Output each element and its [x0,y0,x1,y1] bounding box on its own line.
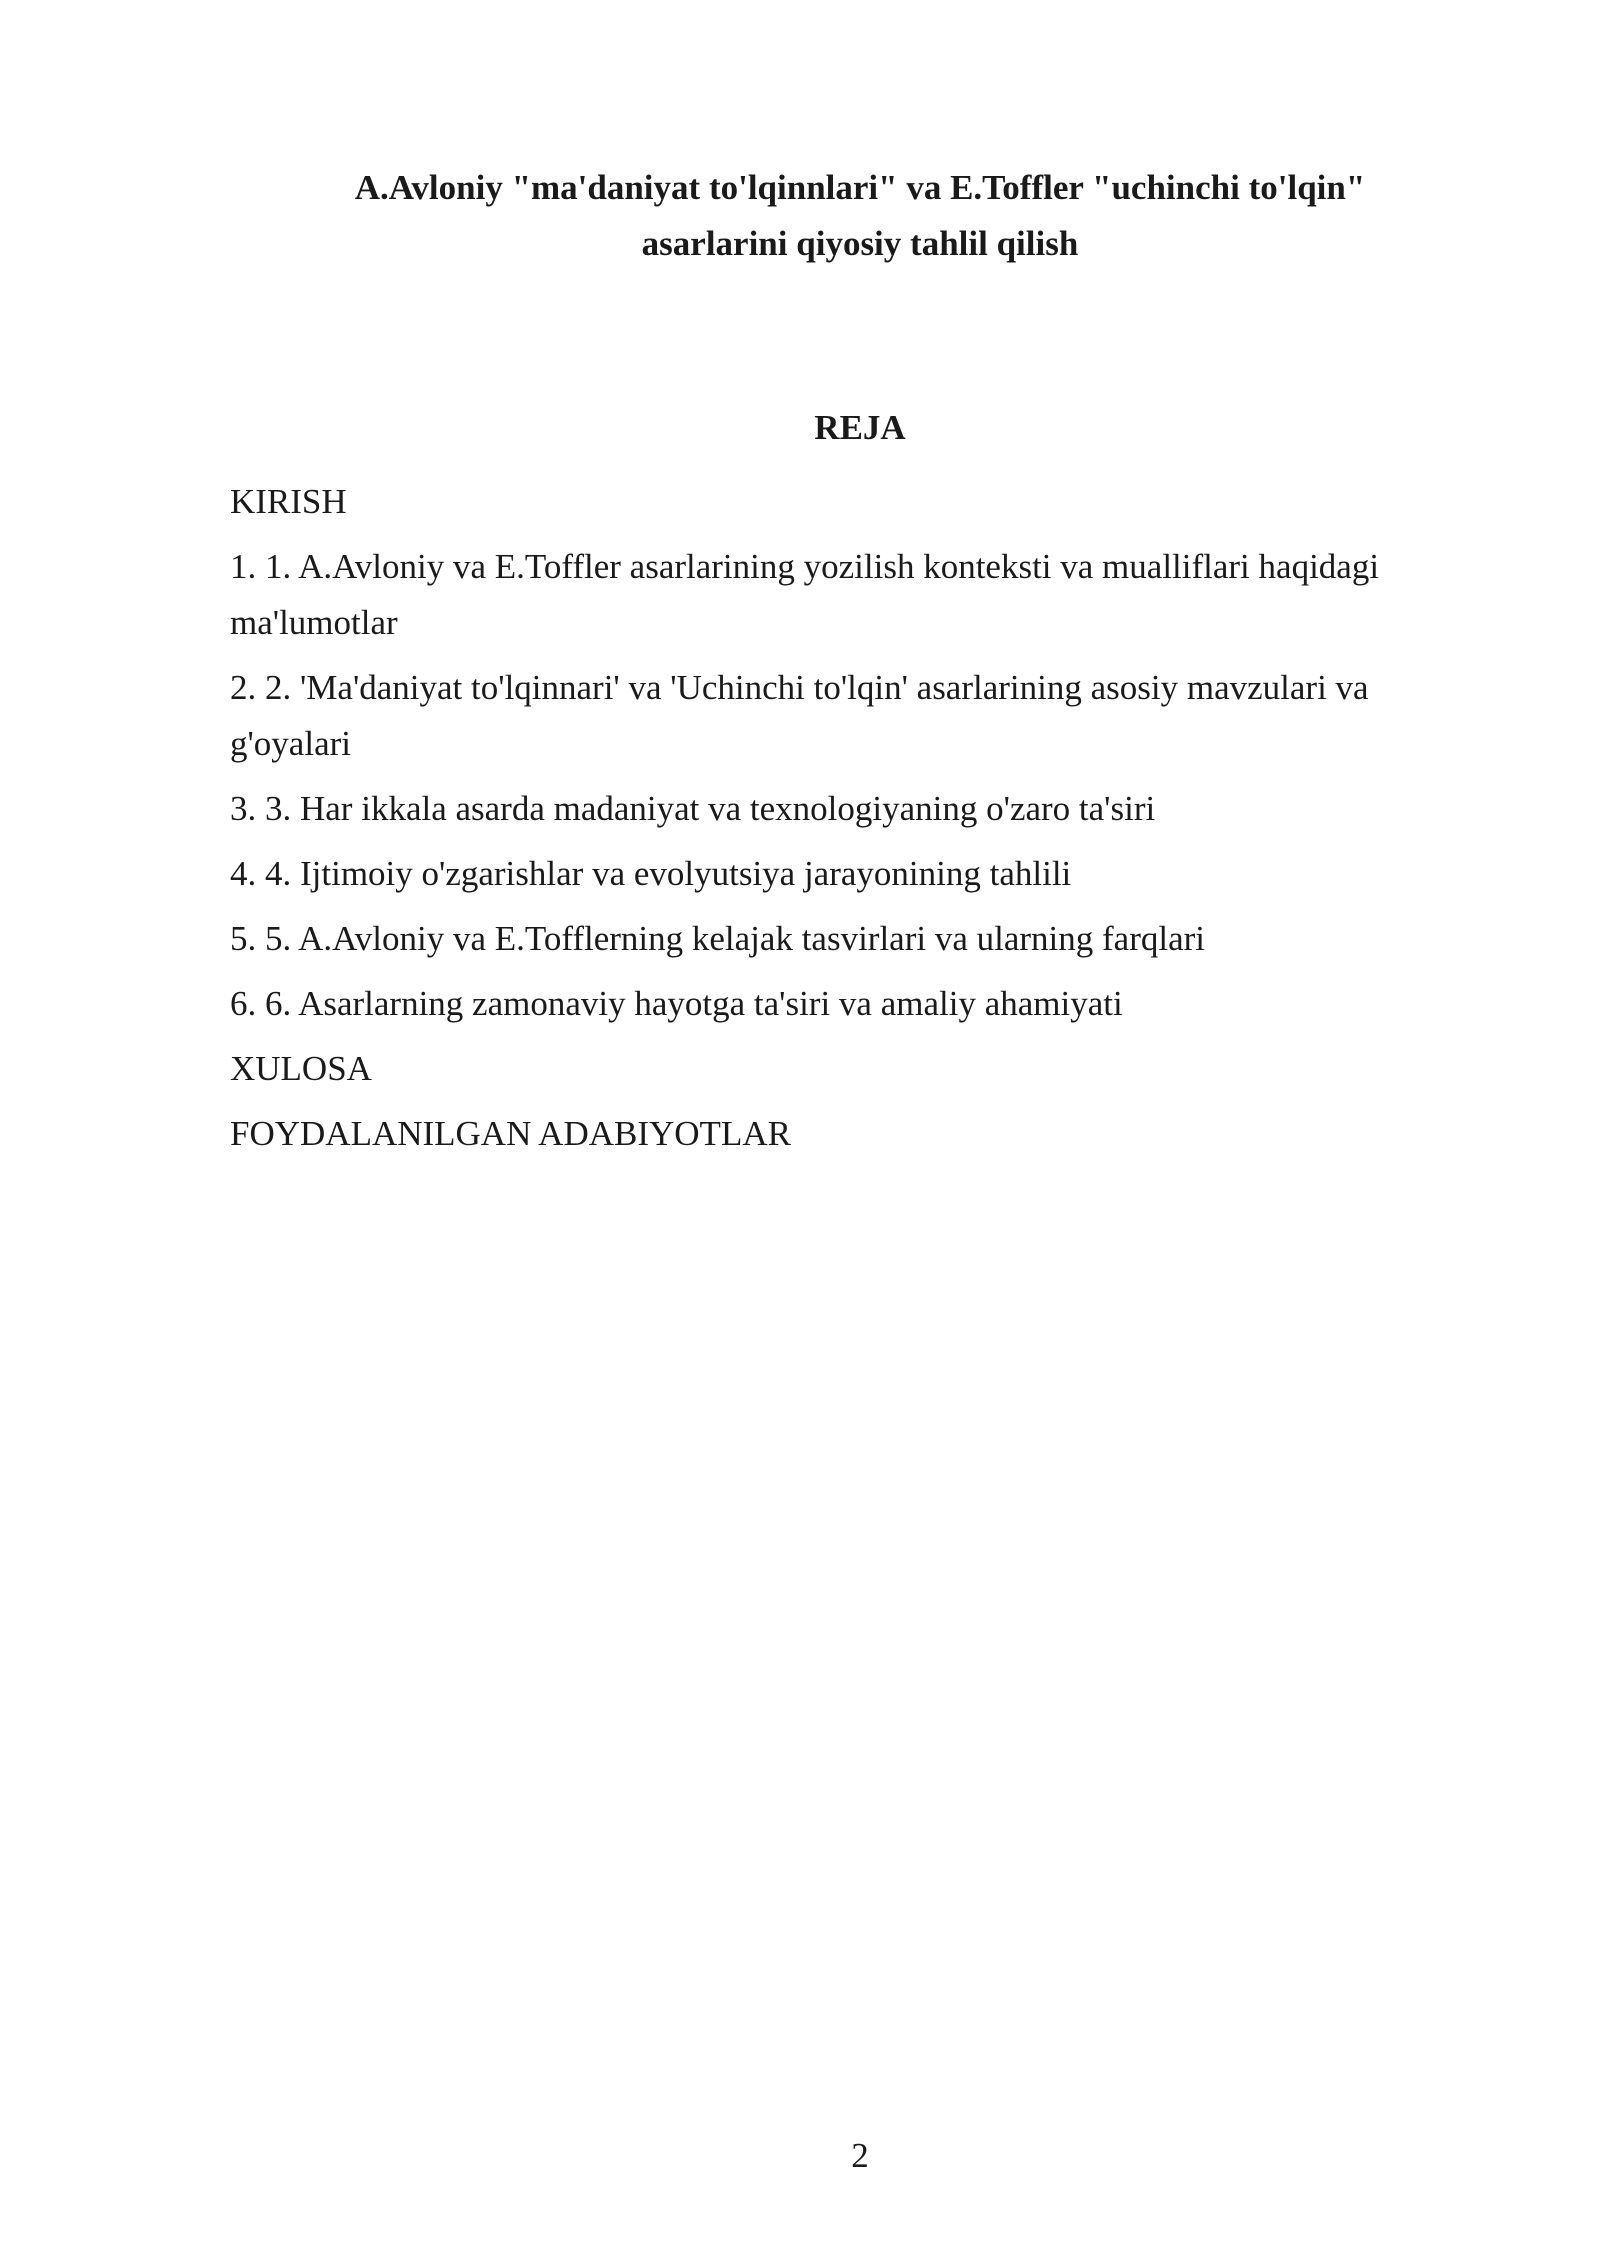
toc-item-conclusion: XULOSA [230,1049,372,1088]
table-of-contents [230,474,1490,1171]
page-number: 2 [851,2136,869,2175]
toc-item-2: 2. 2. 'Ma'daniyat to'lqinnari' va 'Uchinchi to'lqin' asarlarining asosiy mavzulari va g'oyalari [230,668,1369,763]
toc-item-1: 1. 1. A.Avloniy va E.Toffler asarlarining yozilish konteksti va mualliflari haqidagi ma'lumotlar [230,547,1380,642]
document-title [230,160,1490,272]
toc-item-references: FOYDALANILGAN ADABIYOTLAR [230,1114,791,1153]
toc-item-6: 6. 6. Asarlarning zamonaviy hayotga ta'siri va amaliy ahamiyati [230,984,1123,1023]
title-line-1: A.Avloniy "ma'daniyat to'lqinnlari" va E.Toffler "uchinchi to'lqin" [354,168,1366,207]
toc-item-5: 5. 5. A.Avloniy va E.Tofflerning kelajak tasvirlari va ularning farqlari [230,919,1205,958]
title-line-2: asarlarini qiyosiy tahlil qilish [641,224,1079,263]
toc-item-intro: KIRISH [230,482,347,521]
toc-item-4: 4. 4. Ijtimoiy o'zgarishlar va evolyutsiya jarayonining tahlili [230,854,1072,893]
toc-item-3: 3. 3. Har ikkala asarda madaniyat va texnologiyaning o'zaro ta'siri [230,789,1156,828]
plan-heading: REJA [814,408,906,447]
